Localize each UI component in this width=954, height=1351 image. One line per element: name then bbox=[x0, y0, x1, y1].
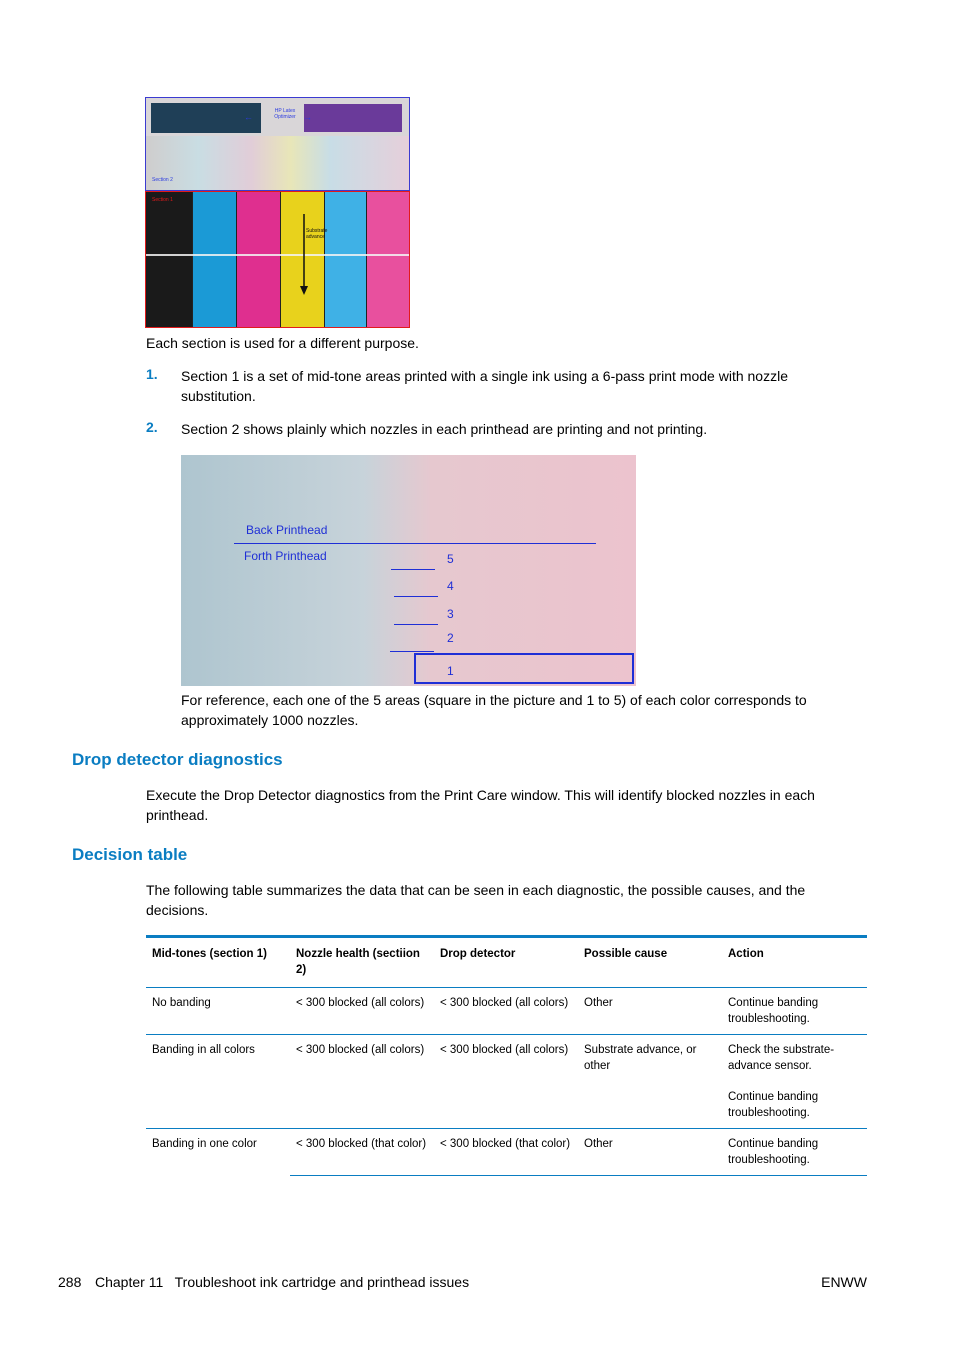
back-printhead-label: Back Printhead bbox=[246, 523, 328, 537]
action-text: Continue banding troubleshooting. bbox=[728, 1091, 819, 1119]
optimizer-label: HP Latex Optimizer bbox=[274, 108, 296, 120]
section-2-label: Section 2 bbox=[152, 177, 173, 183]
table-row bbox=[146, 988, 867, 1035]
table-cell: < 300 blocked (all colors) bbox=[290, 1035, 434, 1129]
decision-table bbox=[146, 935, 867, 1176]
column-header: Drop detector bbox=[434, 937, 578, 988]
section-1-area bbox=[145, 191, 410, 328]
action-text: Check the substrate-advance sensor. bbox=[728, 1044, 835, 1072]
column-header: Possible cause bbox=[578, 937, 722, 988]
table-cell: No banding bbox=[146, 988, 290, 1035]
substrate-advance-label: Substrate advance bbox=[306, 228, 328, 240]
down-arrow-icon bbox=[299, 214, 309, 296]
drop-detector-heading: Drop detector diagnostics bbox=[72, 750, 283, 769]
nozzle-health-photo bbox=[181, 455, 636, 686]
area-label: 4 bbox=[447, 579, 454, 593]
table-cell: Other bbox=[578, 988, 722, 1035]
table-cell: < 300 blocked (all colors) bbox=[290, 988, 434, 1035]
section-2-area bbox=[145, 97, 410, 191]
arrow-right-icon: → bbox=[303, 112, 312, 122]
intro-text: Each section is used for a different purpose. bbox=[146, 335, 419, 351]
table-cell: < 300 blocked (all colors) bbox=[434, 1035, 578, 1129]
column-header: Mid-tones (section 1) bbox=[146, 937, 290, 988]
list-number: 1. bbox=[146, 366, 158, 382]
page-number: 288 bbox=[58, 1274, 82, 1290]
reference-note: For reference, each one of the 5 areas (square in the picture and 1 to 5) of each color corresponds to approximately 1000 nozzles. bbox=[181, 692, 807, 728]
table-cell: Banding in all colors bbox=[146, 1035, 290, 1129]
column-header: Action bbox=[722, 937, 867, 988]
area-label: 2 bbox=[447, 631, 454, 645]
list-number: 2. bbox=[146, 419, 158, 435]
decision-table-intro: The following table summarizes the data that can be seen in each diagnostic, the possible causes, and the decisions. bbox=[146, 882, 806, 918]
table-cell: Banding in one color bbox=[152, 1138, 257, 1150]
drop-detector-text: Execute the Drop Detector diagnostics from the Print Care window. This will identify blocked nozzles in each printhead. bbox=[146, 787, 815, 823]
column-header: Nozzle health (sectiion 2) bbox=[290, 937, 434, 988]
test-print-photo bbox=[145, 97, 410, 329]
table-row bbox=[146, 1035, 867, 1129]
table-header-row bbox=[146, 937, 867, 988]
table-cell: < 300 blocked (all colors) bbox=[434, 988, 578, 1035]
table-cell: Substrate advance, or other bbox=[578, 1035, 722, 1129]
decision-table-heading: Decision table bbox=[72, 845, 188, 864]
table-cell: Other bbox=[578, 1129, 722, 1176]
table-cell bbox=[722, 1035, 867, 1129]
table-cell: Continue banding troubleshooting. bbox=[722, 1129, 867, 1176]
area-label: 3 bbox=[447, 607, 454, 621]
table-cell: Continue banding troubleshooting. bbox=[722, 988, 867, 1035]
table-cell: < 300 blocked (that color) bbox=[290, 1129, 434, 1176]
list-item: Section 1 is a set of mid-tone areas printed with a single ink using a 6-pass print mode with nozzle substitution. bbox=[181, 368, 788, 404]
chapter-title: Chapter 11 Troubleshoot ink cartridge and printhead issues bbox=[95, 1274, 470, 1290]
area-label: 5 bbox=[447, 552, 454, 566]
list-item: Section 2 shows plainly which nozzles in each printhead are printing and not printing. bbox=[181, 421, 708, 437]
section-1-label: Section 1 bbox=[152, 197, 173, 203]
area-label: 1 bbox=[447, 664, 454, 678]
arrow-left-icon: ← bbox=[244, 112, 253, 122]
table-cell: < 300 blocked (that color) bbox=[434, 1129, 578, 1176]
table-row bbox=[146, 1129, 867, 1176]
footer-right-label: ENWW bbox=[821, 1274, 867, 1290]
forth-printhead-label: Forth Printhead bbox=[244, 549, 327, 563]
